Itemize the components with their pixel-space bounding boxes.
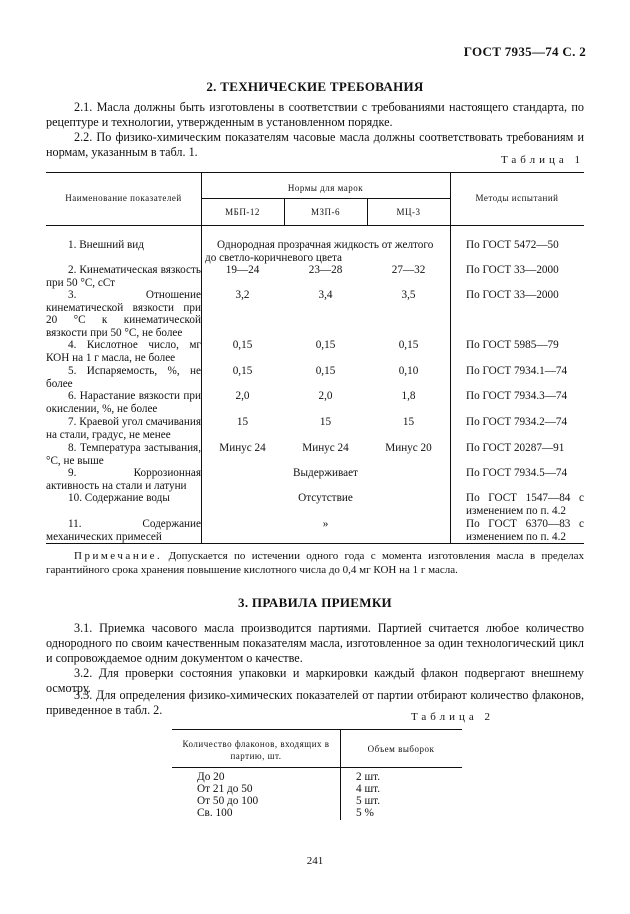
table-row-8-name: 8. Температура застывания, °С, не выше: [46, 442, 201, 467]
table-1-note: [46, 549, 584, 577]
table-row-2-v2: 23—28: [308, 264, 343, 276]
table-row-8-v2: Минус 24: [302, 442, 349, 454]
paragraph-2-1-text: 2.1. Масла должны быть изготовлены в соответствии с требованиями настоящего стандарта, по рецептуре и технологии, утвержденным в установленном порядке.: [46, 100, 584, 129]
table-row-7-v1: 15: [236, 416, 249, 428]
table-row-6-v3: 1,8: [401, 390, 416, 402]
page-number: 241: [306, 855, 324, 867]
paragraph-3-3-text: 3.3. Для определения физико-химических показателей от партии отбирают количество флаконов, приведенное в табл. 2.: [46, 688, 584, 717]
table-row-2-method: По ГОСТ 33—2000: [466, 264, 559, 276]
col-methods-header: Методы испытаний: [475, 193, 559, 203]
table-row-3-method: По ГОСТ 33—2000: [466, 289, 559, 301]
table-row-6-v2: 2,0: [318, 390, 333, 402]
paragraph-3-3: [46, 688, 584, 718]
table-row-7-method: По ГОСТ 7934.2—74: [466, 416, 568, 428]
table-row-10-method: По ГОСТ 1547—84 с изменением по п. 4.2: [466, 492, 584, 517]
table-2-row-2-count: От 21 до 50: [197, 783, 253, 795]
table-row-5-v1: 0,15: [232, 365, 253, 377]
table-row-10-name: 10. Содержание воды: [68, 492, 170, 504]
table-row-6-method: По ГОСТ 7934.3—74: [466, 390, 568, 402]
table-row-8-v1: Минус 24: [219, 442, 266, 454]
table-2-row-1-count: До 20: [197, 771, 225, 783]
table-row-5-name: 5. Испаряемость, %, не более: [46, 365, 201, 390]
note-text: Допускается по истечении одного года с момента изготовления масла в пределах гарантийного срока хранения повышение кислотного числа до 0,4 мг КОН на 1 г масла.: [46, 550, 584, 576]
table-row-5-method: По ГОСТ 7934.1—74: [466, 365, 568, 377]
table-row-8-method: По ГОСТ 20287—91: [466, 442, 565, 454]
brand-mzp6: МЗП-6: [310, 207, 340, 217]
table-row-8-v3: Минус 20: [385, 442, 432, 454]
note-label: Примечание.: [74, 550, 163, 562]
table-row-3-v2: 3,4: [318, 289, 333, 301]
table-row-4-v3: 0,15: [398, 339, 419, 351]
table-row-9-name: 9. Коррозионная активность на стали и латуни: [46, 467, 201, 492]
table-row-4-name: 4. Кислотное число, мг КОН на 1 г масла, не более: [46, 339, 201, 364]
table-row-11-name: 11. Содержание механических примесей: [46, 518, 201, 543]
table-row-1-method: По ГОСТ 5472—50: [466, 239, 559, 251]
table-row-11-value: »: [322, 518, 329, 530]
col-name-header: Наименование показателей: [65, 193, 182, 203]
table-row-3-v3: 3,5: [401, 289, 416, 301]
paragraph-3-1: [46, 621, 584, 666]
table-row-3-name: 3. Отношение кинематической вязкости при 20 °С к кинематической вязкости при 50 °С, не более: [46, 289, 201, 339]
table-row-1-value: Однородная прозрачная жидкость от желтого до светло-коричневого цвета: [205, 239, 434, 264]
brand-mbp12: МБП-12: [225, 207, 260, 217]
table-row-6-name: 6. Нарастание вязкости при окислении, %, не более: [46, 390, 201, 415]
table-row-9-value: Выдерживает: [293, 467, 358, 479]
table-row-2-v3: 27—32: [391, 264, 426, 276]
table-2-col-count: Количество флаконов, входящих в партию, шт.: [182, 739, 330, 761]
table-2-row-2-sample: 4 шт.: [356, 783, 381, 795]
table-row-11-method: По ГОСТ 6370—83 с изменением по п. 4.2: [466, 518, 584, 543]
paragraph-3-1-text: 3.1. Приемка часового масла производится партиями. Партией считается любое количество однородного по своим качественным показателям масла, изготовленное за один технологический цикл и сопровождаемое одним документом о качестве.: [46, 621, 584, 665]
table-row-1-name: 1. Внешний вид: [68, 239, 144, 251]
col-norms-header: Нормы для марок: [287, 183, 364, 193]
table-1-caption: Таблица 1: [500, 154, 584, 166]
paragraph-2-2-text: 2.2. По физико-химическим показателям часовые масла должны соответствовать требованиям и нормам, указанным в табл. 1.: [46, 130, 584, 159]
section-2-title: 2. ТЕХНИЧЕСКИЕ ТРЕБОВАНИЯ: [206, 79, 424, 94]
table-2-row-3-count: От 50 до 100: [197, 795, 259, 807]
table-2-col-sample: Объем выборок: [367, 744, 435, 754]
table-row-5-v2: 0,15: [315, 365, 336, 377]
table-row-2-v1: 19—24: [225, 264, 260, 276]
table-row-4-v1: 0,15: [232, 339, 253, 351]
paragraph-2-1: [46, 100, 584, 130]
table-row-3-v1: 3,2: [235, 289, 250, 301]
table-row-2-name: 2. Кинематическая вязкость при 50 °С, сСт: [46, 264, 201, 289]
table-2-row-4-sample: 5 %: [356, 807, 374, 819]
brand-mc3: МЦ-3: [396, 207, 421, 217]
paragraph-3-2-text: 3.2. Для проверки состояния упаковки и маркировки каждый флакон подвергают внешнему осмотру.: [46, 666, 584, 695]
table-row-7-name: 7. Краевой угол смачивания на стали, градус, не менее: [46, 416, 201, 441]
table-row-10-value: Отсутствие: [298, 492, 353, 504]
table-2-caption: Таблица 2: [410, 711, 494, 723]
table-row-7-v2: 15: [319, 416, 332, 428]
page-header: ГОСТ 7935—74 С. 2: [463, 44, 586, 59]
table-row-7-v3: 15: [402, 416, 415, 428]
table-row-4-method: По ГОСТ 5985—79: [466, 339, 559, 351]
table-row-5-v3: 0,10: [398, 365, 419, 377]
table-row-4-v2: 0,15: [315, 339, 336, 351]
table-row-9-method: По ГОСТ 7934.5—74: [466, 467, 568, 479]
table-2-row-3-sample: 5 шт.: [356, 795, 381, 807]
table-2-row-1-sample: 2 шт.: [356, 771, 381, 783]
table-row-6-v1: 2,0: [235, 390, 250, 402]
table-2-row-4-count: Св. 100: [197, 807, 233, 819]
section-3-title: 3. ПРАВИЛА ПРИЕМКИ: [238, 595, 392, 610]
